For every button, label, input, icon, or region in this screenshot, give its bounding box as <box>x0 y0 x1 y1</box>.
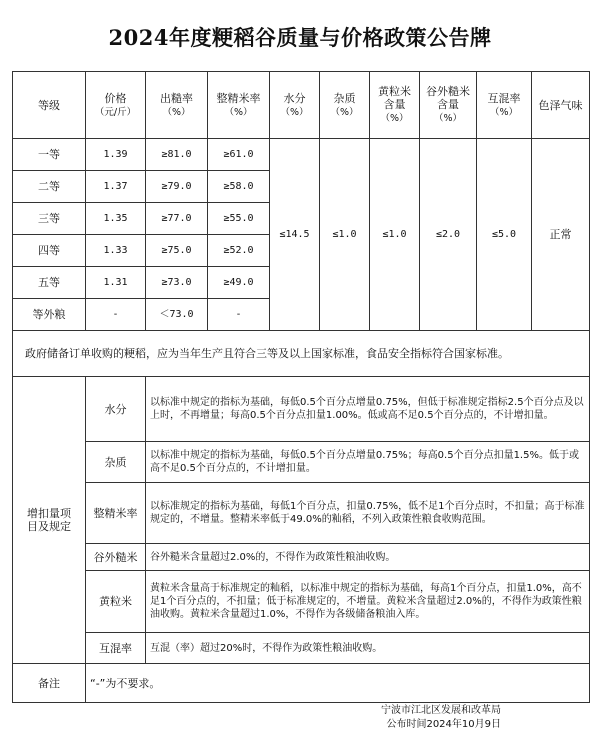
policy-note: 政府储备订单收购的粳稻，应为当年生产且符合三等及以上国家标准，食品安全指标符合国家标准。 <box>13 331 590 377</box>
issuing-org: 宁波市江北区发展和改革局 <box>381 705 501 716</box>
grade-outturn: ≥79.0 <box>146 171 208 203</box>
grade-price: 1.35 <box>86 203 146 235</box>
header-impurity: 杂质 （%） <box>320 72 370 139</box>
header-grade: 等级 <box>13 72 86 139</box>
grade-name: 四等 <box>13 235 86 267</box>
grade-name: 三等 <box>13 203 86 235</box>
shared-yellow: ≤1.0 <box>370 139 420 331</box>
header-outturn: 出糙率 （%） <box>146 72 208 139</box>
rule-row <box>13 633 590 664</box>
grade-head-rice: ≥61.0 <box>208 139 270 171</box>
policy-table <box>12 71 590 703</box>
grade-name: 一等 <box>13 139 86 171</box>
header-mixed: 互混率 （%） <box>477 72 532 139</box>
grade-price: 1.31 <box>86 267 146 299</box>
rule-text: 黄粒米含量高于标准规定的籼稻，以标准中规定的指标为基础，每高1个百分点，扣量1.0%，高不足1个百分点的，不扣量；低于标准规定的，不增量。黄粒米含量超过2.0%的，不得作为政策性粮油收购。黄粒米含量超过1.0%，不得作为各级储备粮油入库。 <box>146 571 590 633</box>
grade-name: 二等 <box>13 171 86 203</box>
grade-outturn: ≥81.0 <box>146 139 208 171</box>
header-head-rice: 整精米率 （%） <box>208 72 270 139</box>
rule-name: 黄粒米 <box>86 571 146 633</box>
grade-head-rice: ≥49.0 <box>208 267 270 299</box>
publish-date: 公布时间2024年10月9日 <box>386 719 501 730</box>
rule-row <box>13 544 590 571</box>
grade-head-rice: - <box>208 299 270 331</box>
shared-moisture: ≤14.5 <box>270 139 320 331</box>
footer <box>381 704 501 732</box>
rule-name: 杂质 <box>86 442 146 483</box>
remark-label: 备注 <box>13 664 86 703</box>
grade-name: 五等 <box>13 267 86 299</box>
rule-name: 整精米率 <box>86 483 146 544</box>
rule-text: 互混（率）超过20%时，不得作为政策性粮油收购。 <box>146 633 590 664</box>
grade-head-rice: ≥55.0 <box>208 203 270 235</box>
rule-row <box>13 442 590 483</box>
header-color-smell: 色泽气味 <box>532 72 590 139</box>
header-price: 价格 （元/斤） <box>86 72 146 139</box>
grade-outturn: ≥73.0 <box>146 267 208 299</box>
grade-name: 等外粮 <box>13 299 86 331</box>
note-row <box>13 331 590 377</box>
shared-color-smell: 正常 <box>532 139 590 331</box>
rule-name: 互混率 <box>86 633 146 664</box>
grade-outturn: ≥75.0 <box>146 235 208 267</box>
grade-price: 1.39 <box>86 139 146 171</box>
rule-name: 谷外糙米 <box>86 544 146 571</box>
grade-price: 1.37 <box>86 171 146 203</box>
shared-impurity: ≤1.0 <box>320 139 370 331</box>
page-title: 2024年度粳稻谷质量与价格政策公告牌 <box>108 25 492 50</box>
rule-text: 以标准规定的指标为基础，每低1个百分点，扣量0.75%，低不足1个百分点时，不扣量；高于标准规定的，不增量。整精米率低于49.0%的籼稻，不列入政策性粮食收购范围。 <box>146 483 590 544</box>
rule-row <box>13 377 590 442</box>
header-moisture: 水分 （%） <box>270 72 320 139</box>
grade-price: 1.33 <box>86 235 146 267</box>
rule-name: 水分 <box>86 377 146 442</box>
header-foreign: 谷外糙米含量 （%） <box>420 72 477 139</box>
rule-text: 以标准中规定的指标为基础，每低0.5个百分点增量0.75%；每高0.5个百分点扣量1.5%。低于或高不足0.5个百分点的，不计增扣量。 <box>146 442 590 483</box>
rule-row <box>13 571 590 633</box>
shared-foreign: ≤2.0 <box>420 139 477 331</box>
rule-text: 谷外糙米含量超过2.0%的，不得作为政策性粮油收购。 <box>146 544 590 571</box>
grade-price: - <box>86 299 146 331</box>
grade-outturn: ＜73.0 <box>146 299 208 331</box>
grade-head-rice: ≥52.0 <box>208 235 270 267</box>
shared-mixed: ≤5.0 <box>477 139 532 331</box>
table-row <box>13 139 590 171</box>
rule-row <box>13 483 590 544</box>
grade-outturn: ≥77.0 <box>146 203 208 235</box>
header-yellow: 黄粒米含量 （%） <box>370 72 420 139</box>
grade-head-rice: ≥58.0 <box>208 171 270 203</box>
rules-label: 增扣量项目及规定 <box>13 377 86 664</box>
remark-text: “-”为不要求。 <box>86 664 590 703</box>
header-row <box>13 72 590 139</box>
remark-row <box>13 664 590 703</box>
rule-text: 以标准中规定的指标为基础，每低0.5个百分点增量0.75%，但低于标准规定指标2.5个百分点及以上时，不再增量；每高0.5个百分点扣量1.00%。低或高不足0.5个百分点的，不计增扣量。 <box>146 377 590 442</box>
